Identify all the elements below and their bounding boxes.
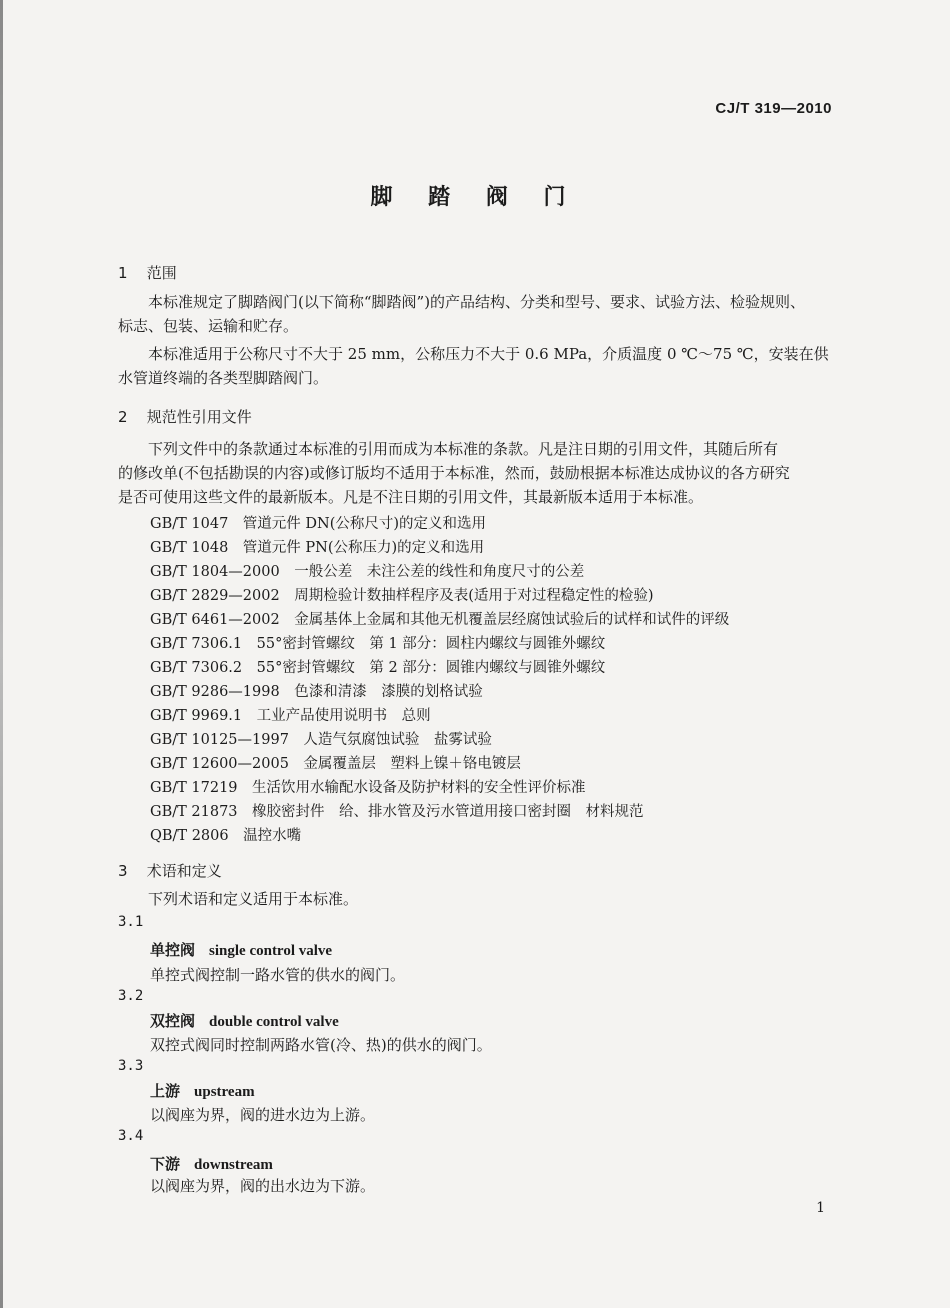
scope-paragraph-2	[118, 342, 838, 390]
reference-item: GB/T 1804—2000 一般公差 未注公差的线性和角度尺寸的公差	[150, 564, 585, 580]
terms-intro	[118, 887, 838, 911]
reference-item: GB/T 7306.1 55°密封管螺纹 第 1 部分：圆柱内螺纹与圆锥外螺纹	[150, 636, 606, 652]
term-definition: 以阀座为界，阀的进水边为上游。	[150, 1106, 376, 1124]
term-entry	[150, 1080, 255, 1101]
section-3-heading	[118, 860, 222, 881]
reference-item: GB/T 1047 管道元件 DN(公称尺寸)的定义和选用	[150, 516, 487, 532]
reference-item: GB/T 1048 管道元件 PN(公称压力)的定义和选用	[150, 540, 485, 556]
text-line: 是否可使用这些文件的最新版本。凡是不注日期的引用文件，其最新版本适用于本标准。	[118, 488, 704, 506]
term-definition: 单控式阀控制一路水管的供水的阀门。	[150, 966, 406, 984]
term-chinese: 上游	[150, 1082, 181, 1100]
clause-number: 3.4	[118, 1128, 144, 1144]
clause-number: 3.3	[118, 1058, 144, 1074]
reference-item: GB/T 17219 生活饮用水输配水设备及防护材料的安全性评价标准	[150, 780, 586, 796]
reference-item: GB/T 2829—2002 周期检验计数抽样程序及表(适用于对过程稳定性的检验)	[150, 588, 654, 604]
section-1-heading	[118, 262, 177, 283]
term-definition: 以阀座为界，阀的出水边为下游。	[150, 1177, 376, 1195]
reference-item: QB/T 2806 温控水嘴	[150, 828, 302, 844]
text-line: 标志、包装、运输和贮存。	[118, 317, 299, 335]
references-intro	[118, 437, 838, 509]
term-english: double control valve	[209, 1014, 339, 1030]
term-chinese: 单控阀	[150, 941, 196, 959]
section-2-heading	[118, 406, 252, 427]
clause-number: 3.2	[118, 988, 144, 1004]
term-entry	[150, 1153, 273, 1174]
scope-paragraph-1	[118, 290, 838, 338]
text-line: 本标准适用于公称尺寸不大于 25 mm，公称压力不大于 0.6 MPa，介质温度 0 ℃～75 ℃，安装在供	[148, 345, 829, 363]
section-title: 规范性引用文件	[146, 408, 252, 426]
document-title: 脚 踏 阀 门	[370, 184, 580, 210]
reference-item: GB/T 7306.2 55°密封管螺纹 第 2 部分：圆锥内螺纹与圆锥外螺纹	[150, 660, 606, 676]
term-english: downstream	[194, 1157, 273, 1173]
term-definition: 双控式阀同时控制两路水管(冷、热)的供水的阀门。	[150, 1036, 492, 1054]
reference-item: GB/T 9286—1998 色漆和清漆 漆膜的划格试验	[150, 684, 483, 700]
text-line: 下列术语和定义适用于本标准。	[148, 890, 359, 908]
section-title: 术语和定义	[146, 862, 222, 880]
term-chinese: 双控阀	[150, 1012, 196, 1030]
page-number: 1	[816, 1200, 825, 1216]
section-number: 1	[118, 264, 128, 282]
section-title: 范围	[146, 264, 177, 282]
term-english: upstream	[194, 1084, 255, 1100]
clause-number: 3.1	[118, 914, 144, 930]
reference-item: GB/T 10125—1997 人造气氛腐蚀试验 盐雾试验	[150, 732, 492, 748]
standard-code: CJ/T 319—2010	[715, 100, 832, 117]
reference-item: GB/T 9969.1 工业产品使用说明书 总则	[150, 708, 431, 724]
term-chinese: 下游	[150, 1155, 181, 1173]
reference-item: GB/T 6461—2002 金属基体上金属和其他无机覆盖层经腐蚀试验后的试样和试件的评级	[150, 612, 730, 628]
term-english: single control valve	[209, 943, 333, 959]
reference-item: GB/T 21873 橡胶密封件 给、排水管及污水管道用接口密封圈 材料规范	[150, 804, 644, 820]
text-line: 本标准规定了脚踏阀门(以下简称“脚踏阀”)的产品结构、分类和型号、要求、试验方法、检验规则、	[148, 293, 806, 311]
text-line: 的修改单(不包括勘误的内容)或修订版均不适用于本标准，然而，鼓励根据本标准达成协议的各方研究	[118, 464, 790, 482]
term-entry	[150, 1010, 339, 1031]
text-line: 水管道终端的各类型脚踏阀门。	[118, 369, 329, 387]
section-number: 3	[118, 862, 128, 880]
text-line: 下列文件中的条款通过本标准的引用而成为本标准的条款。凡是注日期的引用文件，其随后所有	[148, 440, 779, 458]
section-number: 2	[118, 408, 128, 426]
term-entry	[150, 939, 332, 960]
reference-item: GB/T 12600—2005 金属覆盖层 塑料上镍＋铬电镀层	[150, 756, 521, 772]
